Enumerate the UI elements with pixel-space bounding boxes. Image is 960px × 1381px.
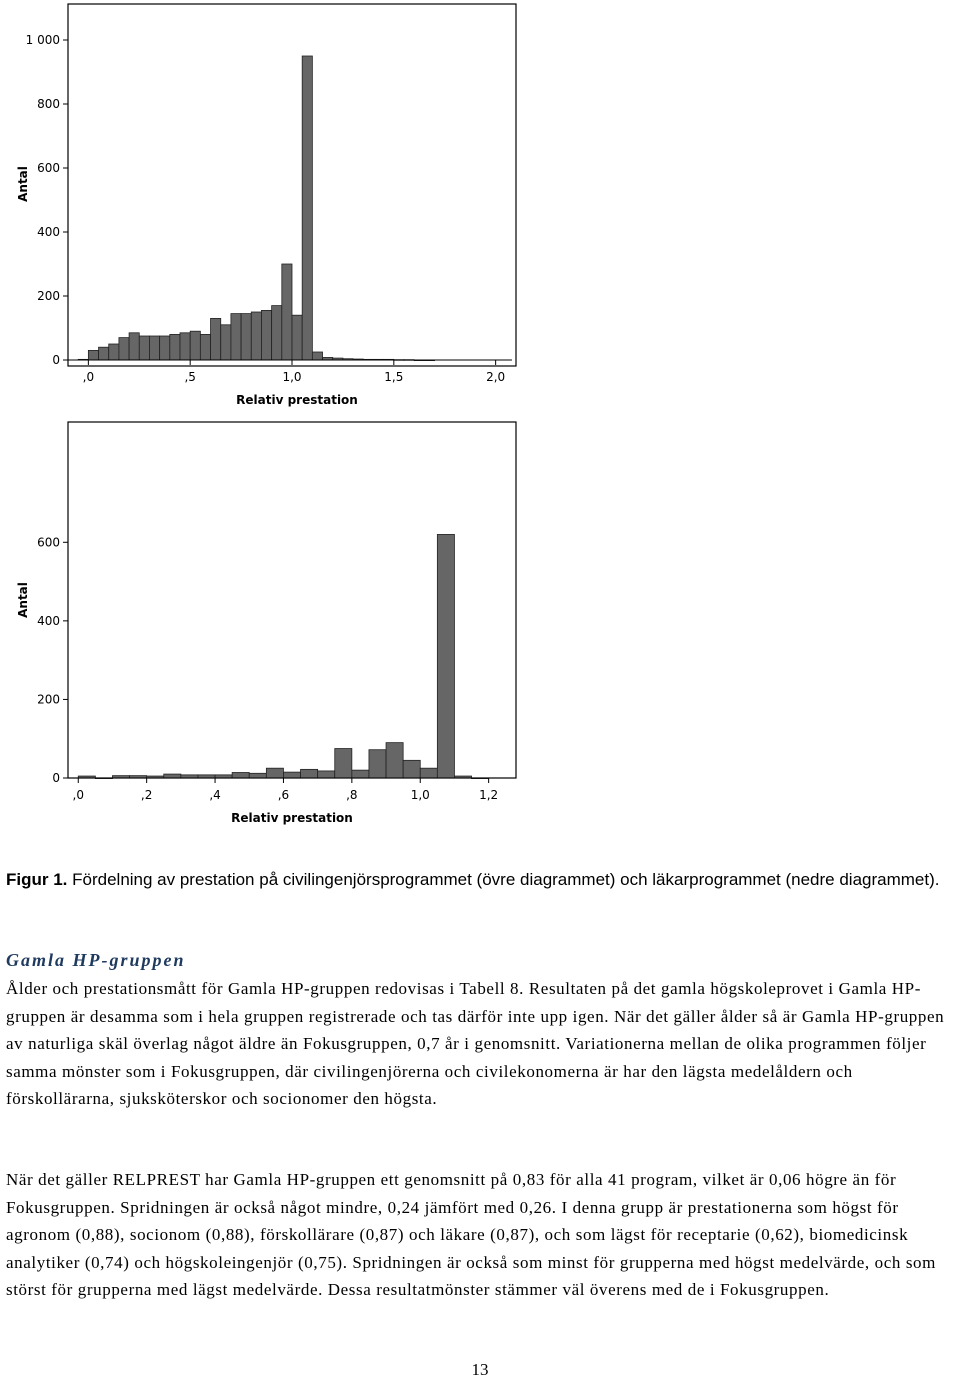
- histogram-bar: [272, 306, 282, 360]
- body-paragraph: Ålder och prestationsmått för Gamla HP-gruppen redovisas i Tabell 8. Resultaten på det gamla högskoleprovet i Gamla HP-gruppen är desamma som i hela gruppen registrerade och tas därför inte upp igen. När det gäller ålder så är Gamla HP-gruppen av naturliga skäl överlag något äldre än Fokusgruppen, 0,7 år i genomsnitt. Variationerna mellan de olika programmen följer samma mönster som i Fokusgruppen, där civilingenjörerna och civilekonomerna är har den lägsta medelåldern och förskollärarna, sjuksköterskor och socionomer den högsta.: [6, 979, 945, 1108]
- histogram-bar: [221, 325, 231, 360]
- histogram-bar: [241, 314, 251, 360]
- histogram-bar: [149, 336, 159, 360]
- x-tick-label: ,5: [184, 370, 196, 384]
- histogram-bar: [180, 333, 190, 360]
- x-tick-label: 1,0: [410, 788, 430, 802]
- y-tick-label: 400: [37, 613, 60, 628]
- figure-caption-text: Fördelning av prestation på civilingenjörsprogrammet (övre diagrammet) och läkarprogrammet (nedre diagrammet).: [67, 870, 940, 889]
- histogram-bar: [403, 760, 420, 778]
- histogram-bar: [190, 331, 200, 360]
- y-tick-label: 600: [37, 535, 60, 550]
- histogram-bar: [282, 264, 292, 360]
- figure-caption: [6, 868, 954, 892]
- histogram-civilingenjor-svg: [0, 0, 540, 418]
- body-paragraph: När det gäller RELPREST har Gamla HP-gruppen ett genomsnitt på 0,83 för alla 41 program, vilket är 0,06 högre än för Fokusgruppen. Spridningen är också något mindre, 0,24 jämfört med 0,26. I denna grupp är prestationerna som högst för agronom (0,88), socionom (0,88), förskollärare (0,87) och läkare (0,87), och som lägst för receptarie (0,62), biomedicinsk analytiker (0,74) och högskoleingenjör (0,75). Spridningen är också som minst för grupperna med högst medelvärde, och som störst för grupperna med lägst medelvärde. Dessa resultatmönster stämmer väl överens med de i Fokusgruppen.: [6, 1170, 936, 1299]
- x-axis-label: Relativ prestation: [236, 393, 358, 407]
- histogram-bar: [231, 314, 241, 360]
- histogram-bar: [420, 768, 437, 778]
- x-tick-label: ,8: [346, 788, 358, 802]
- histogram-bar: [170, 334, 180, 360]
- y-ticks: [37, 535, 68, 785]
- histogram-bar: [302, 56, 312, 360]
- histogram-bar: [164, 774, 181, 778]
- histogram-lakare: [0, 418, 540, 836]
- histogram-bar: [232, 773, 249, 779]
- histogram-bar: [369, 750, 386, 778]
- section-heading: Gamla HP-gruppen: [6, 950, 186, 970]
- histogram-bar: [200, 334, 210, 360]
- y-tick-label: 0: [52, 353, 60, 367]
- page-number: 13: [471, 1360, 489, 1379]
- histogram-bar: [386, 743, 403, 778]
- histogram-civilingenjor: [0, 0, 540, 418]
- y-tick-label: 400: [37, 225, 60, 239]
- y-axis-label: Antal: [16, 582, 30, 618]
- histogram-lakare-svg: [0, 418, 540, 836]
- x-tick-label: 1,0: [282, 370, 302, 384]
- histogram-bar: [249, 773, 266, 778]
- histogram-bar: [266, 768, 283, 778]
- histogram-bar: [119, 338, 129, 360]
- histogram-bar: [99, 347, 109, 360]
- x-axis-label: Relativ prestation: [231, 811, 353, 825]
- histogram-bar: [129, 333, 139, 360]
- histogram-bar: [251, 312, 261, 360]
- histogram-bar: [261, 310, 271, 360]
- x-tick-label: ,0: [72, 788, 84, 802]
- histogram-bar: [318, 771, 335, 778]
- y-tick-label: 200: [37, 289, 60, 303]
- histogram-bar: [283, 772, 300, 778]
- y-tick-label: 1 000: [25, 33, 60, 47]
- histogram-bar: [335, 749, 352, 778]
- x-tick-label: ,2: [140, 788, 153, 802]
- x-tick-label: ,4: [209, 788, 221, 802]
- y-tick-label: 600: [37, 161, 60, 175]
- x-ticks: [68, 778, 509, 802]
- histogram-bar: [88, 350, 98, 360]
- y-tick-label: 800: [37, 97, 60, 111]
- histogram-bar: [352, 770, 369, 778]
- histogram-bar: [109, 344, 119, 360]
- histogram-bar: [139, 336, 149, 360]
- histogram-bar: [292, 315, 302, 360]
- x-tick-label: ,0: [82, 370, 95, 384]
- histogram-bar: [437, 534, 454, 778]
- histogram-bar: [160, 336, 170, 360]
- x-tick-label: 2,0: [486, 370, 506, 384]
- y-tick-label: 0: [52, 771, 60, 785]
- x-tick-label: 1,5: [384, 370, 404, 384]
- y-ticks: [26, 33, 68, 367]
- figure-label: Figur 1.: [6, 870, 68, 889]
- y-axis-label: Antal: [16, 166, 30, 202]
- y-tick-label: 200: [37, 692, 60, 707]
- x-tick-label: ,6: [277, 788, 290, 802]
- histogram-bar: [312, 352, 322, 360]
- histogram-bar: [301, 769, 318, 778]
- x-tick-label: 1,2: [479, 788, 499, 802]
- histogram-bar: [211, 318, 221, 360]
